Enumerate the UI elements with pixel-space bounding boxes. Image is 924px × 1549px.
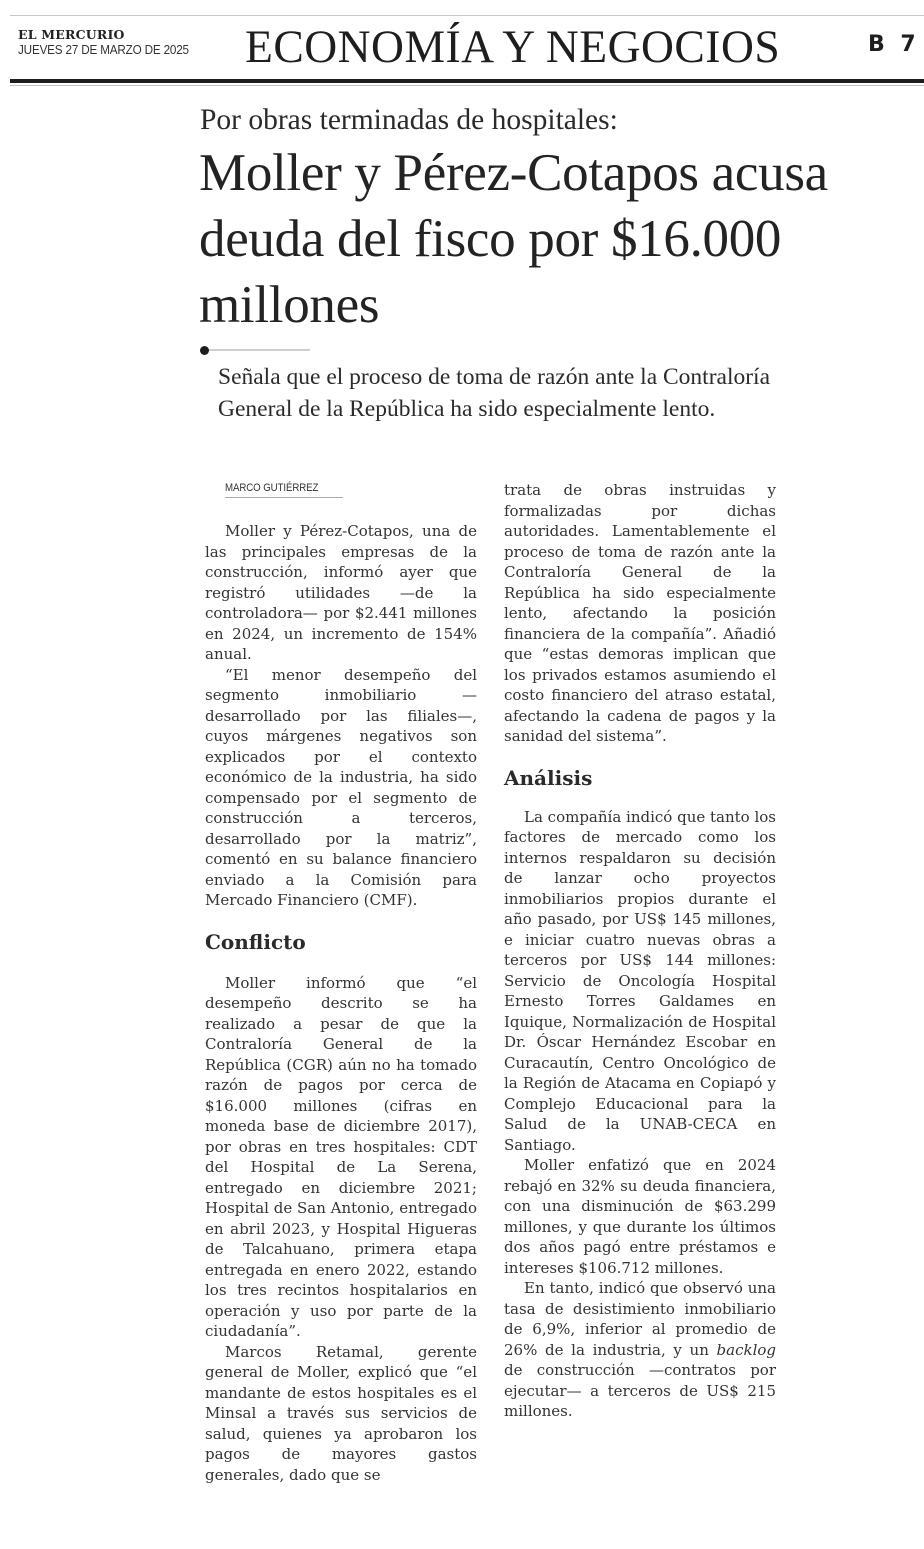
article-kicker: Por obras terminadas de hospitales:: [200, 104, 618, 136]
newspaper-name: EL MERCURIO: [18, 27, 125, 42]
text-run: En tanto, indicó que observó una tasa de desistimiento inmobiliario de 6,9%, inferior al promedio de 26% de la industria, y un: [504, 1279, 776, 1359]
masthead: [18, 28, 208, 58]
headline-divider: [206, 349, 310, 351]
page-number: B 7: [868, 32, 920, 57]
article-column-2: [504, 480, 776, 1422]
text-run: de construcción —contratos por ejecutar— a terceros de US$ 215 millones.: [504, 1361, 776, 1420]
paragraph-continuation: trata de obras instruidas y formalizadas por dichas autoridades. Lamentablemente el proceso de toma de razón ante la Contraloría General de la República ha sido especialmente lento, afectando la posición financiera de la compañía”. Añadió que “estas demoras implican que los privados estamos asumiendo el costo financiero del atraso estatal, afectando la cadena de pagos y la sanidad del sistema”.: [504, 481, 776, 745]
byline-underline: [225, 497, 343, 498]
section-title: ECONOMÍA Y NEGOCIOS: [245, 21, 781, 73]
article-column-1: [205, 521, 477, 1485]
paragraph: Marcos Retamal, gerente general de Moller, explicó que “el mandante de estos hospitales es el Minsal a través sus servicios de salud, quienes ya aprobaron los pagos de mayores gastos generales, dado que se: [205, 1342, 477, 1484]
paragraph: “El menor desempeño del segmento inmobiliario —desarrollado por las filiales—, cuyos márgenes negativos son explicados por el contexto económico de la industria, ha sido compensado por el segmento de construcción a terceros, desarrollado por la matriz”, comentó en su balance financiero enviado a la Comisión para Mercado Financiero (CMF).: [205, 665, 477, 909]
top-rule: [10, 15, 924, 16]
article-deck: Señala que el proceso de toma de razón ante la Contraloría General de la República ha sido especialmente lento.: [218, 364, 771, 422]
edition-date: JUEVES 27 DE MARZO DE 2025: [18, 42, 189, 57]
paragraph: La compañía indicó que tanto los factores de mercado como los internos respaldaron su decisión de lanzar ocho proyectos inmobiliarios propios durante el año pasado, por US$ 145 millones, e iniciar cuatro nuevas obras a terceros por US$ 144 millones: Servicio de Oncología Hospital Ernesto Torres Galdames en Iquique, Normalización de Hospital Dr. Óscar Hernández Escobar en Curacautín, Centro Oncológico de la Región de Atacama en Copiapó y Complejo Educacional para la Salud de la UNAB-CECA en Santiago.: [504, 807, 776, 1154]
paragraph: Moller y Pérez-Cotapos, una de las principales empresas de la construcción, informó ayer que registró utilidades —de la controladora— por $2.441 millones en 2024, un incremento de 154% anual.: [205, 522, 477, 663]
article-headline: Moller y Pérez-Cotapos acusa deuda del fisco por $16.000 millones: [199, 144, 828, 334]
byline: MARCO GUTIÉRREZ: [225, 482, 319, 494]
subhead-conflicto: Conflicto: [205, 929, 306, 954]
paragraph: Moller enfatizó que en 2024 rebajó en 32% su deuda financiera, con una disminución de $63.299 millones, y que durante los últimos dos años pagó entre préstamos e intereses $106.712 millones.: [504, 1156, 776, 1277]
bullet-dot-icon: [200, 346, 209, 355]
header-rule: [10, 79, 924, 83]
subhead-analisis: Análisis: [504, 765, 593, 790]
header-thin-rule: [10, 85, 924, 86]
italic-term: backlog: [716, 1340, 776, 1359]
paragraph: [504, 1278, 776, 1422]
paragraph: Moller informó que “el desempeño descrito se ha realizado a pesar de que la Contraloría General de la República (CGR) aún no ha tomado razón de pagos por cerca de $16.000 millones (cifras en moneda base de diciembre 2017), por obras en tres hospitales: CDT del Hospital de La Serena, entregado en diciembre 2021; Hospital de San Antonio, entregado en abril 2023, y Hospital Higueras de Talcahuano, primera etapa entregada en enero 2022, estando los tres recintos hospitalarios en operación y uso por parte de la ciudadanía”.: [205, 973, 478, 1340]
